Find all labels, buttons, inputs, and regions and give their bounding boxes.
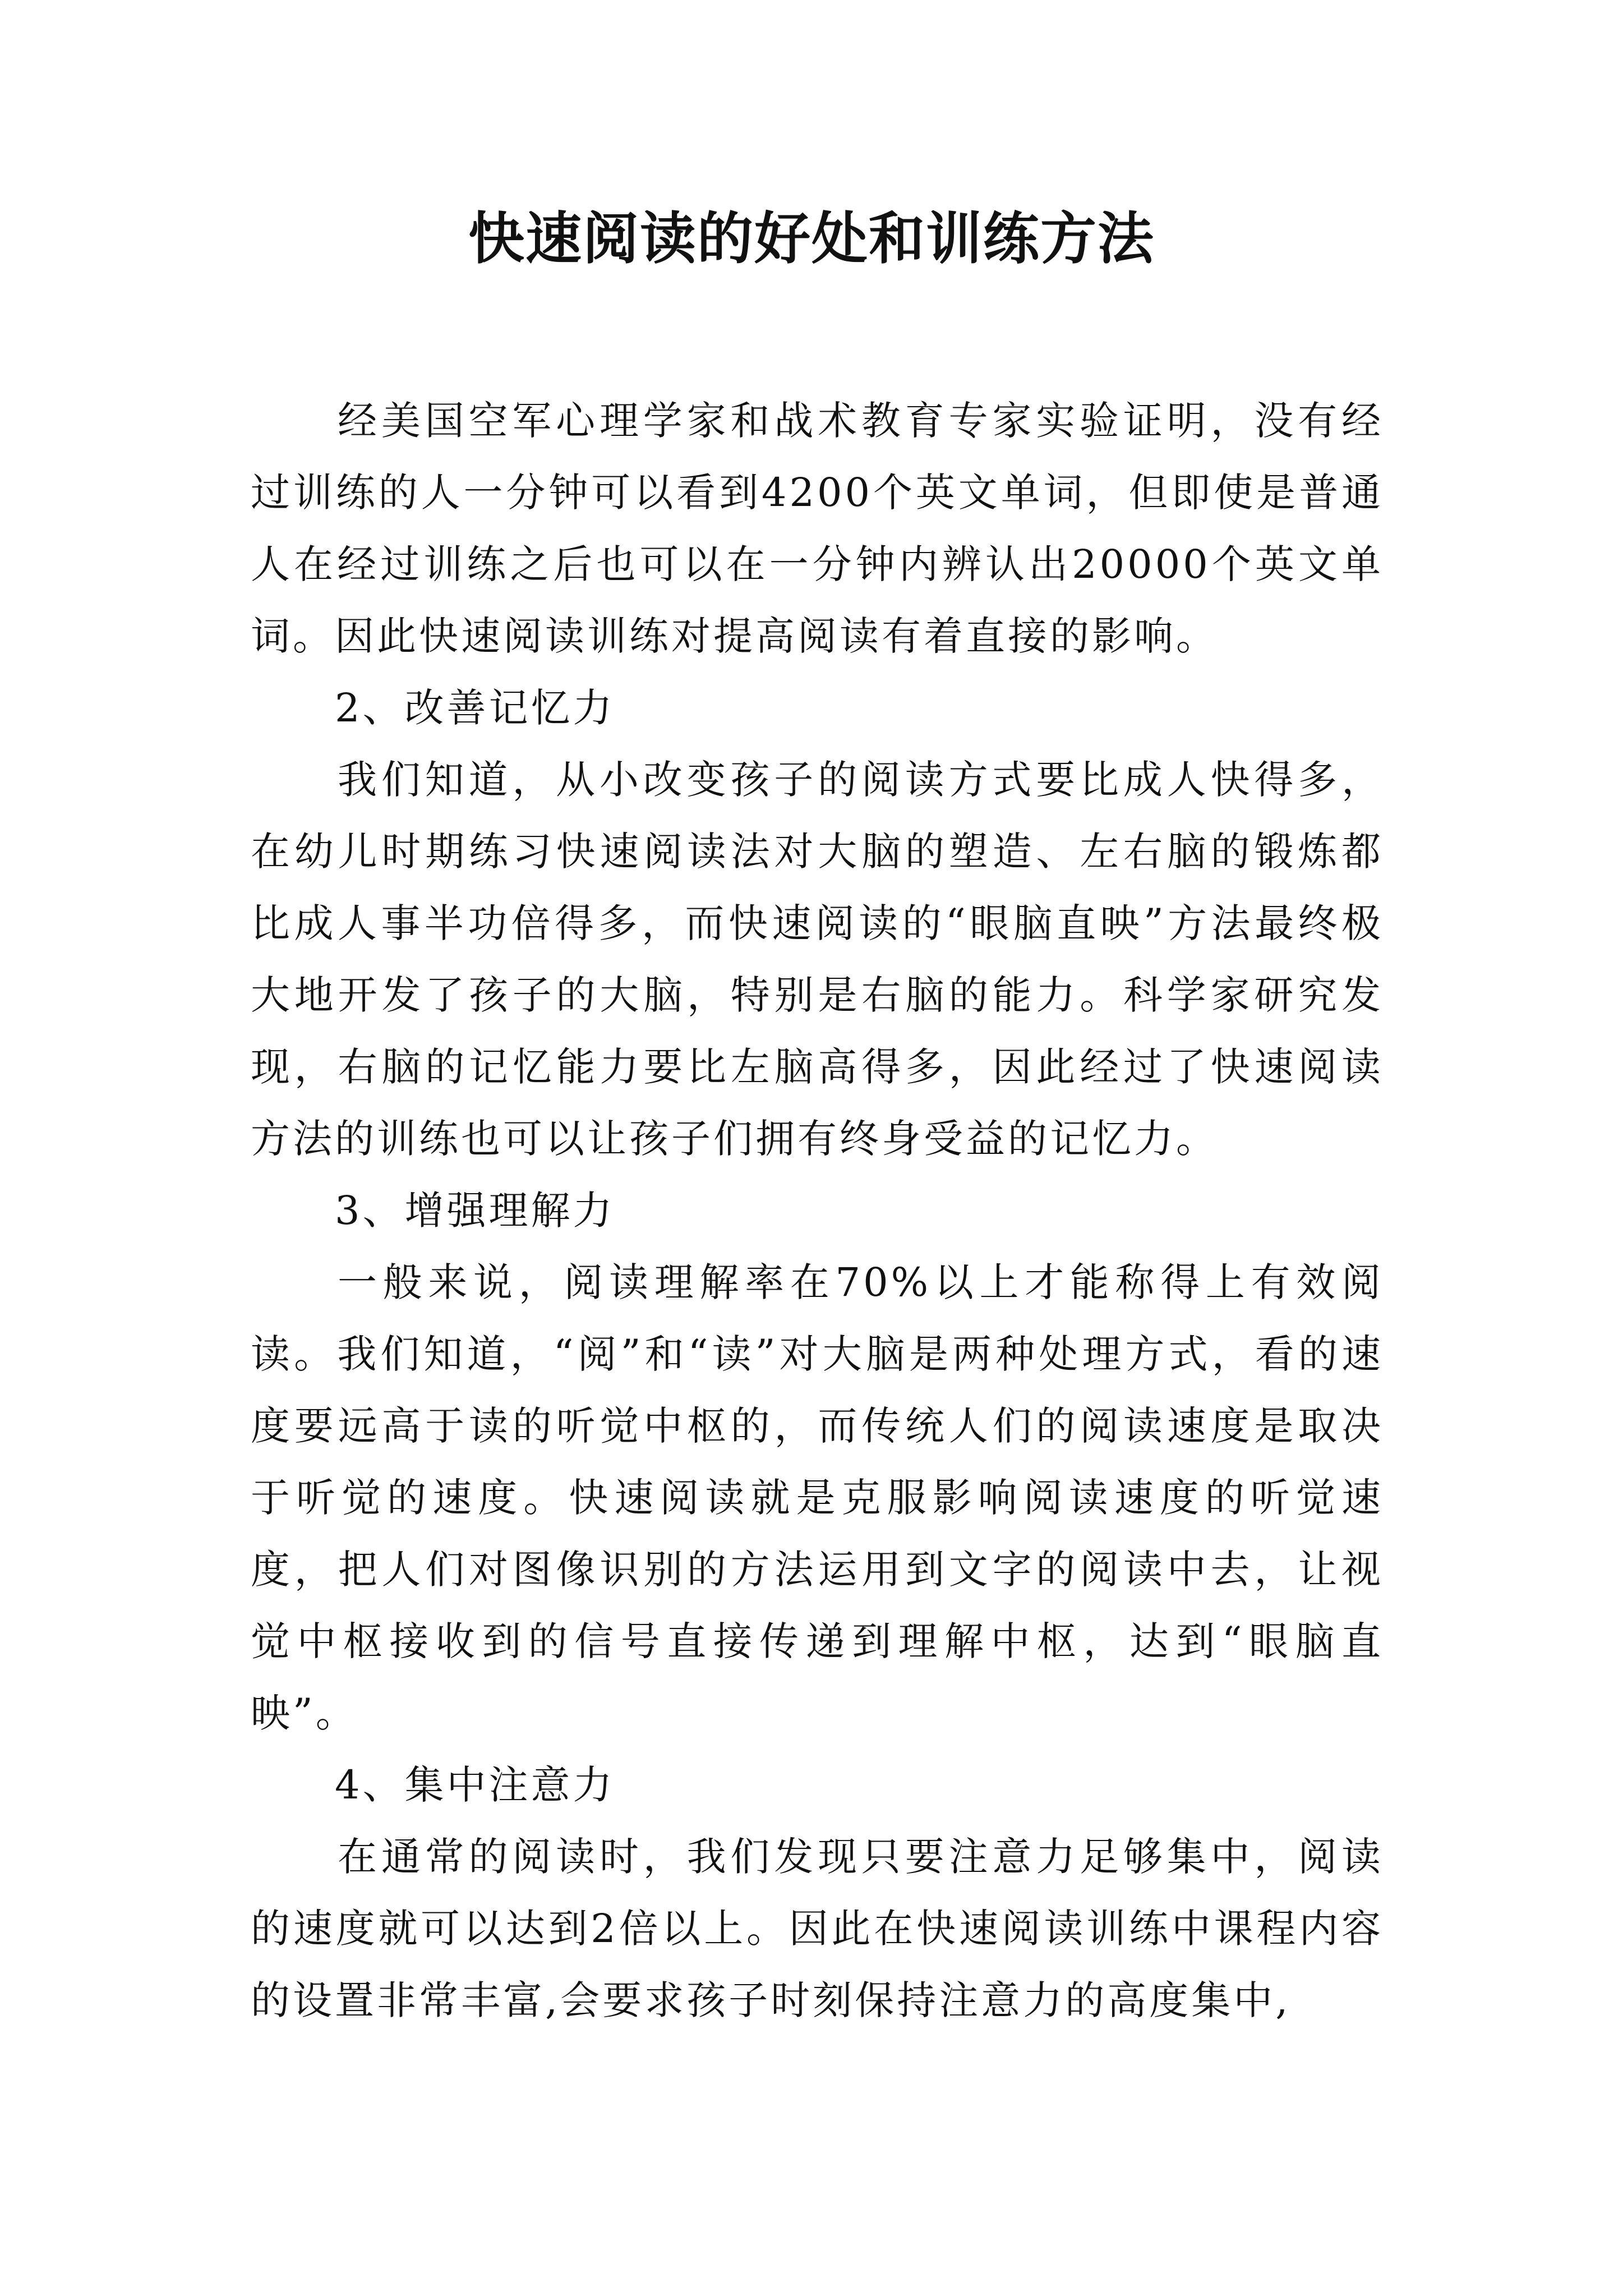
document-body	[251, 385, 1384, 2036]
paragraph-memory: 我们知道，从小改变孩子的阅读方式要比成人快得多，在幼儿时期练习快速阅读法对大脑的塑造、左右脑的锻炼都比成人事半功倍得多，而快速阅读的“眼脑直映”方法最终极大地开发了孩子的大脑，特别是右脑的能力。科学家研究发现，右脑的记忆能力要比左脑高得多，因此经过了快速阅读方法的训练也可以让孩子们拥有终身受益的记忆力。	[251, 757, 1384, 1162]
paragraph-attention: 在通常的阅读时，我们发现只要注意力足够集中，阅读的速度就可以达到2倍以上。因此在快速阅读训练中课程内容的设置非常丰富,会要求孩子时刻保持注意力的高度集中,	[251, 1834, 1384, 2023]
section-heading-comprehension: 3、增强理解力	[335, 1188, 615, 1234]
section-heading-memory: 2、改善记忆力	[335, 685, 615, 731]
paragraph-intro: 经美国空军心理学家和战术教育专家实验证明，没有经过训练的人一分钟可以看到4200个英文单词，但即使是普通人在经过训练之后也可以在一分钟内辨认出20000个英文单词。因此快速阅读训练对提高阅读有着直接的影响。	[251, 398, 1384, 659]
section-heading-attention: 4、集中注意力	[335, 1762, 615, 1808]
paragraph-comprehension: 一般来说，阅读理解率在70%以上才能称得上有效阅读。我们知道，“阅”和“读”对大脑是两种处理方式，看的速度要远高于读的听觉中枢的，而传统人们的阅读速度是取决于听觉的速度。快速阅读就是克服影响阅读速度的听觉速度，把人们对图像识别的方法运用到文字的阅读中去，让视觉中枢接收到的信号直接传递到理解中枢，达到“眼脑直映”。	[251, 1259, 1384, 1736]
document-title: 快速阅读的好处和训练方法	[468, 205, 1155, 272]
